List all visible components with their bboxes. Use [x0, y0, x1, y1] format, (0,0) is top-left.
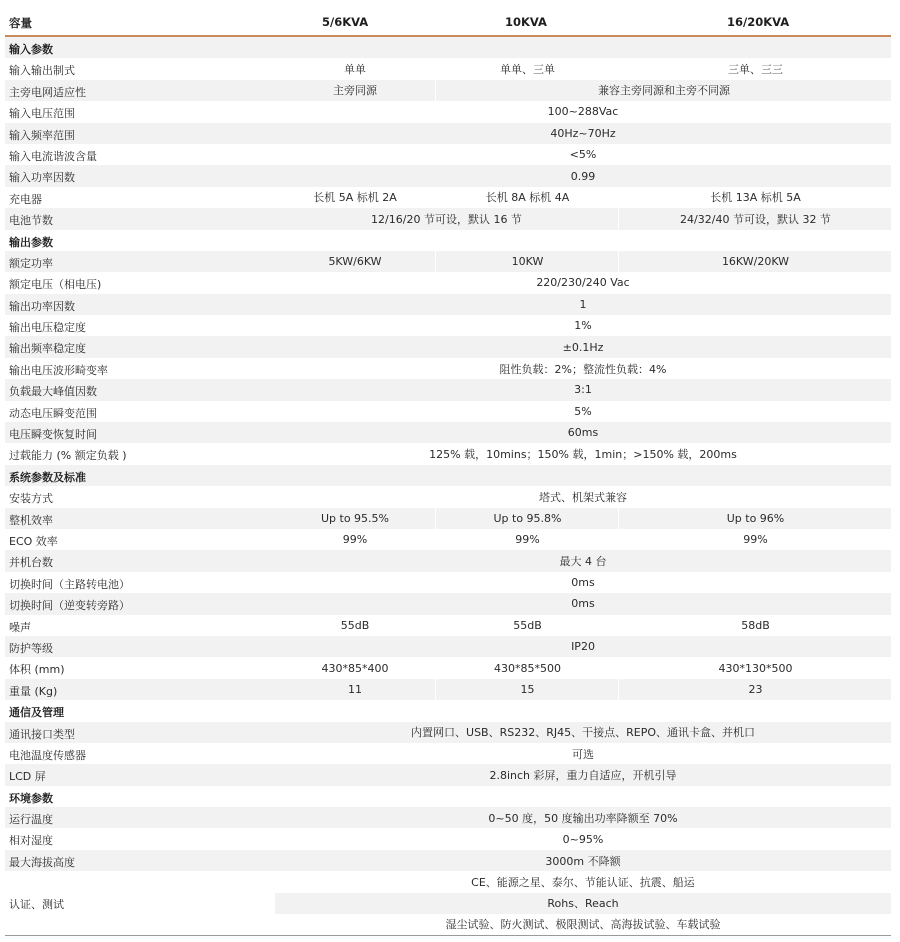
row-label: 输出频率稳定度: [9, 342, 86, 356]
row-label: 运行温度: [9, 813, 53, 827]
value-cell: 99%: [342, 533, 368, 547]
table-row: [5, 422, 891, 443]
header-capacity-label: 容量: [9, 16, 32, 30]
row-label: 安装方式: [9, 492, 53, 506]
table-row: [5, 529, 891, 550]
value-cell: 55dB: [340, 618, 370, 632]
value-cell: 阻性负载：2%；整流性负载：4%: [499, 362, 667, 376]
row-label: 额定电压（相电压): [9, 278, 102, 292]
table-row: [5, 764, 891, 785]
row-label: 动态电压瞬变范围: [9, 406, 97, 420]
table-row: [5, 550, 891, 571]
value-cell: Up to 96%: [618, 508, 892, 529]
value-cell: 58dB: [618, 615, 892, 636]
section-title: 输出参数: [9, 235, 53, 249]
row-label: 负载最大峰值因数: [9, 385, 97, 399]
value-cell: 长机 8A 标机 4A: [435, 187, 619, 208]
certification-line: 湿尘试验、防火测试、极限测试、高海拔试验、车载试验: [445, 918, 721, 932]
value-cell: 5KW/6KW: [328, 255, 382, 269]
row-label: LCD 屏: [9, 770, 46, 784]
row-label: 输出电压波形畸变率: [9, 363, 108, 377]
value-cell: Up to 95.8%: [435, 508, 619, 529]
section-title: 系统参数及标准: [9, 470, 86, 484]
row-label: 输出电压稳定度: [9, 321, 86, 335]
value-cell: 5%: [574, 404, 592, 418]
value-cell: 长机 13A 标机 5A: [618, 187, 892, 208]
row-label: 输入输出制式: [9, 64, 75, 78]
section-header-row: [5, 465, 891, 486]
value-cell: 最大 4 台: [559, 555, 607, 569]
table-row: [5, 123, 891, 144]
table-row: [5, 443, 891, 464]
value-cell: 220/230/240 Vac: [536, 276, 630, 290]
certification-row: [5, 871, 891, 935]
value-cell: 99%: [618, 529, 892, 550]
table-row: [5, 593, 891, 614]
table-header: [5, 9, 891, 37]
value-cell: 0~95%: [562, 832, 604, 846]
table-row: [5, 379, 891, 400]
value-cell: 12/16/20 节可设，默认 16 节: [371, 212, 522, 226]
value-cell: 125% 载，10mins；150% 载，1min；>150% 载，200ms: [429, 448, 737, 462]
value-cell: 10KW: [435, 251, 619, 272]
row-label: 电池节数: [9, 214, 53, 228]
value-cell: 15: [435, 679, 619, 700]
value-cell: 99%: [435, 529, 619, 550]
value-cell: 2.8inch 彩屏，重力自适应，开机引导: [489, 768, 677, 782]
table-row: [5, 636, 891, 657]
table-row: [5, 657, 891, 678]
certification-label: 认证、测试: [9, 898, 64, 912]
value-cell: 单单: [344, 63, 366, 77]
table-row: [5, 336, 891, 357]
header-col-10kva: 10KVA: [505, 15, 547, 29]
table-row: [5, 722, 891, 743]
value-cell: 430*130*500: [618, 657, 892, 678]
row-label: 噪声: [9, 620, 31, 634]
value-cell: 主旁同源: [333, 84, 377, 98]
value-cell: 430*85*400: [321, 661, 389, 675]
row-label: 输出功率因数: [9, 299, 75, 313]
table-body: [5, 37, 891, 871]
header-col-16-20kva: 16/20KVA: [727, 15, 790, 29]
table-row: [5, 58, 891, 79]
value-cell: 单单、三单: [435, 58, 619, 79]
certification-line: CE、能源之星、泰尔、节能认证、抗震、船运: [471, 875, 695, 889]
row-label: 过载能力 (% 额定负载 ): [9, 449, 127, 463]
row-label: 充电器: [9, 192, 42, 206]
certification-line: Rohs、Reach: [275, 893, 891, 914]
table-row: [5, 401, 891, 422]
section-title: 通信及管理: [9, 706, 64, 720]
value-cell: ±0.1Hz: [562, 340, 604, 354]
row-label: 整机效率: [9, 513, 53, 527]
row-label: 电压瞬变恢复时间: [9, 428, 97, 442]
value-cell: 55dB: [435, 615, 619, 636]
table-row: [5, 294, 891, 315]
bottom-rule: [5, 935, 891, 936]
value-cell: 0.99: [570, 169, 596, 183]
section-title: 输入参数: [9, 43, 53, 56]
row-label: 重量 (Kg): [9, 684, 58, 698]
table-row: [5, 850, 891, 871]
value-cell: 3:1: [574, 383, 592, 397]
table-row: [5, 807, 891, 828]
value-cell: 塔式、机架式兼容: [539, 490, 627, 504]
section-header-row: [5, 230, 891, 251]
table-row: [5, 208, 891, 229]
value-cell: 长机 5A 标机 2A: [313, 191, 397, 205]
value-cell: 兼容主旁同源和主旁不同源: [435, 80, 892, 101]
row-label: ECO 效率: [9, 534, 58, 548]
value-cell: 16KW/20KW: [618, 251, 892, 272]
row-label: 相对湿度: [9, 834, 53, 848]
row-label: 防护等级: [9, 641, 53, 655]
section-title: 环境参数: [9, 791, 53, 805]
table-row: [5, 679, 891, 700]
value-cell: 0ms: [571, 575, 595, 589]
value-cell: 可选: [572, 747, 594, 761]
table-row: [5, 144, 891, 165]
row-label: 输入电压范围: [9, 107, 75, 121]
value-cell: 430*85*500: [435, 657, 619, 678]
row-label: 输入电流谐波含量: [9, 149, 97, 163]
table-row: [5, 508, 891, 529]
table-row: [5, 486, 891, 507]
value-cell: 100~288Vac: [547, 105, 619, 119]
row-label: 切换时间（逆变转旁路）: [9, 599, 130, 613]
value-cell: 23: [618, 679, 892, 700]
row-label: 输入频率范围: [9, 128, 75, 142]
value-cell: <5%: [569, 148, 597, 162]
value-cell: 三单、三三: [618, 58, 892, 79]
value-cell: 11: [348, 682, 362, 696]
value-cell: 1%: [574, 319, 592, 333]
table-row: [5, 187, 891, 208]
value-cell: 0~50 度，50 度输出功率降额至 70%: [488, 811, 678, 825]
table-row: [5, 358, 891, 379]
table-row: [5, 101, 891, 122]
value-cell: 40Hz~70Hz: [550, 126, 616, 140]
row-label: 输入功率因数: [9, 171, 75, 185]
value-cell: Up to 95.5%: [320, 511, 389, 525]
spec-table: [5, 9, 891, 936]
table-row: [5, 315, 891, 336]
row-label: 主旁电网适应性: [9, 85, 86, 99]
row-label: 切换时间（主路转电池）: [9, 577, 130, 591]
value-cell: 1: [579, 297, 587, 311]
value-cell: 3000m 不降额: [545, 854, 621, 868]
row-label: 体积 (mm): [9, 663, 65, 677]
header-col-5-6kva: 5/6KVA: [322, 15, 369, 29]
row-label: 通讯接口类型: [9, 727, 75, 741]
row-label: 额定功率: [9, 256, 53, 270]
value-cell: 0ms: [571, 597, 595, 611]
value-cell: 24/32/40 节可设，默认 32 节: [618, 208, 892, 229]
value-cell: 内置网口、USB、RS232、RJ45、干接点、REPO、通讯卡盒、并机口: [411, 726, 755, 740]
table-row: [5, 572, 891, 593]
table-row: [5, 828, 891, 849]
table-row: [5, 743, 891, 764]
value-cell: 60ms: [567, 426, 599, 440]
row-label: 并机台数: [9, 556, 53, 570]
value-cell: IP20: [571, 640, 595, 654]
section-header-row: [5, 37, 891, 58]
section-header-row: [5, 786, 891, 807]
table-row: [5, 165, 891, 186]
row-label: 最大海拔高度: [9, 855, 75, 869]
table-row: [5, 272, 891, 293]
table-row: [5, 80, 891, 101]
section-header-row: [5, 700, 891, 721]
row-label: 电池温度传感器: [9, 748, 86, 762]
table-row: [5, 615, 891, 636]
table-row: [5, 251, 891, 272]
